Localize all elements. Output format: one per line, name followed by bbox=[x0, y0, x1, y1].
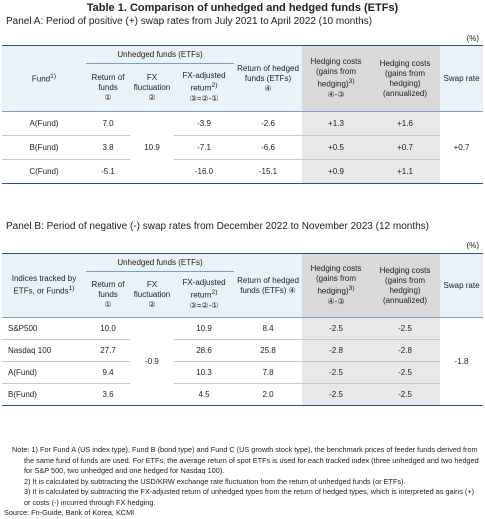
panel-b-unit: (%) bbox=[466, 241, 479, 250]
index-name: S&P500 bbox=[8, 323, 38, 333]
header-indices: Indices tracked by ETFs, or Funds$^{1)}$ bbox=[2, 254, 86, 318]
return-value: 10.0 bbox=[100, 323, 116, 333]
return-value: 3.8 bbox=[102, 142, 114, 152]
hedged-return-value: -15.1 bbox=[258, 166, 278, 176]
swap-rate-value: -1.8 bbox=[440, 318, 483, 406]
fund-name: C(Fund) bbox=[29, 166, 59, 176]
header-return-of-funds: Return of funds ① bbox=[86, 64, 130, 112]
fund-name: B(Fund) bbox=[29, 142, 59, 152]
header-hedged-return: Return of hedged funds (ETFs) ④ bbox=[234, 46, 302, 112]
hedged-return-value: -2.6 bbox=[261, 118, 275, 128]
hedging-cost-annualized-value: +1.1 bbox=[370, 160, 440, 184]
hedging-cost-annualized-value: -2.5 bbox=[370, 384, 440, 406]
hedging-cost-value: +0.9 bbox=[302, 160, 370, 184]
table-row bbox=[2, 136, 483, 160]
fx-adjusted-value: 4.5 bbox=[198, 389, 210, 399]
index-name: B(Fund) bbox=[8, 389, 37, 399]
hedging-cost-annualized-value: -2.5 bbox=[370, 318, 440, 340]
hedged-return-value: 25.8 bbox=[260, 345, 276, 355]
hedging-cost-value: +1.3 bbox=[302, 112, 370, 136]
fx-adjusted-value: -7.1 bbox=[197, 142, 211, 152]
fund-name: A(Fund) bbox=[29, 118, 59, 128]
hedging-cost-value: -2.5 bbox=[302, 384, 370, 406]
header-fx-adjusted: FX-adjusted return$^{2)}$ ③=②-① bbox=[174, 272, 234, 318]
panel-b-label: Panel B: Period of negative (-) swap rates from December 2022 to November 2023 (12 months) bbox=[6, 221, 429, 232]
hedged-return-value: 8.4 bbox=[262, 323, 274, 333]
hedging-cost-annualized-value: -2.8 bbox=[370, 340, 440, 362]
hedging-cost-value: +0.5 bbox=[302, 136, 370, 160]
table-row bbox=[2, 112, 483, 136]
fx-adjusted-value: 10.3 bbox=[196, 367, 212, 377]
fx-adjusted-value: -16.0 bbox=[194, 166, 214, 176]
header-hedging-costs: Hedging costs (gains from hedging)$^{3)}$ ④-③ bbox=[302, 46, 370, 112]
fx-fluctuation-value: 10.9 bbox=[130, 112, 174, 184]
fx-adjusted-value: 10.9 bbox=[196, 323, 212, 333]
header-unhedged-group: Unhedged funds (ETFs) bbox=[86, 46, 234, 64]
hedging-cost-annualized-value: +0.7 bbox=[370, 136, 440, 160]
panel-a-table bbox=[2, 45, 483, 184]
note-3: 3) It is calculated by subtracting the FX-adjusted return of unhedged types from the return of hedged types, which is interpreted as gains (+) or costs (-) incurred through FX hedging. bbox=[24, 487, 475, 507]
hedged-return-value: -6.6 bbox=[261, 142, 275, 152]
table-title: Table 1. Comparison of unhedged and hedged funds (ETFs) bbox=[86, 2, 399, 14]
header-swap-rate: Swap rate bbox=[440, 254, 483, 318]
hedged-return-value: 2.0 bbox=[262, 389, 274, 399]
hedged-return-value: 7.8 bbox=[262, 367, 274, 377]
swap-rate-value: +0.7 bbox=[440, 112, 483, 184]
return-value: 9.4 bbox=[102, 367, 114, 377]
fx-adjusted-value: -3.9 bbox=[197, 118, 211, 128]
table-row bbox=[2, 318, 483, 340]
return-value: 27.7 bbox=[100, 345, 116, 355]
panel-b-table bbox=[2, 253, 483, 406]
note-2: 2) It is calculated by subtracting the USD/KRW exchange rate fluctuation from the return of unhedged funds (or ETFs). bbox=[24, 476, 406, 486]
header-fund: Fund$^{1)}$ bbox=[2, 46, 86, 112]
header-unhedged-group: Unhedged funds (ETFs) bbox=[86, 254, 234, 272]
header-fx-adjusted: FX-adjusted return$^{2)}$ ③=②-① bbox=[174, 64, 234, 112]
index-name: Nasdaq 100 bbox=[8, 345, 52, 355]
header-fx-fluctuation: FX fluctuation ② bbox=[130, 64, 174, 112]
hedging-cost-value: -2.8 bbox=[302, 340, 370, 362]
hedging-cost-value: -2.5 bbox=[302, 362, 370, 384]
return-value: 3.6 bbox=[102, 389, 114, 399]
header-hedged-return: Return of hedged funds (ETFs) ④ bbox=[234, 254, 302, 318]
table-row bbox=[2, 340, 483, 362]
table-row bbox=[2, 362, 483, 384]
header-hedging-costs: Hedging costs (gains from hedging)$^{3)}$ ④-③ bbox=[302, 254, 370, 318]
header-swap-rate: Swap rate bbox=[440, 46, 483, 112]
note-1: Note: 1) For Fund A (US index type), Fund B (bond type) and Fund C (US growth stock type), the benchmark prices of feeder funds derived from the same fund of funds are used. For ETFs, the average return of spot ETFs is used for each tracked index (three unhedged and two hedged for S&P 500, two unhedged and one hedged for Nasdaq 100). bbox=[12, 445, 479, 475]
header-hedging-costs-annualized: Hedging costs (gains from hedging) (annualized) bbox=[370, 254, 440, 318]
index-name: A(Fund) bbox=[8, 367, 37, 377]
header-hedging-costs-annualized: Hedging costs (gains from hedging) (annualized) bbox=[370, 46, 440, 112]
panel-a-unit: (%) bbox=[466, 34, 479, 43]
hedging-cost-annualized-value: -2.5 bbox=[370, 362, 440, 384]
return-value: 7.0 bbox=[102, 118, 114, 128]
header-fx-fluctuation: FX fluctuation ② bbox=[130, 272, 174, 318]
notes bbox=[4, 445, 482, 519]
fx-adjusted-value: 28.6 bbox=[196, 345, 212, 355]
fx-fluctuation-value: -0.9 bbox=[130, 318, 174, 406]
hedging-cost-annualized-value: +1.6 bbox=[370, 112, 440, 136]
return-value: -5.1 bbox=[101, 166, 115, 176]
panel-a-label: Panel A: Period of positive (+) swap rates from July 2021 to April 2022 (10 months) bbox=[6, 16, 373, 27]
table-row bbox=[2, 160, 483, 184]
source: Source: Fn-Guide, Bank of Korea, KCMI bbox=[4, 508, 135, 517]
hedging-cost-value: -2.5 bbox=[302, 318, 370, 340]
table-row bbox=[2, 384, 483, 406]
header-return-of-funds: Return of funds ① bbox=[86, 272, 130, 318]
